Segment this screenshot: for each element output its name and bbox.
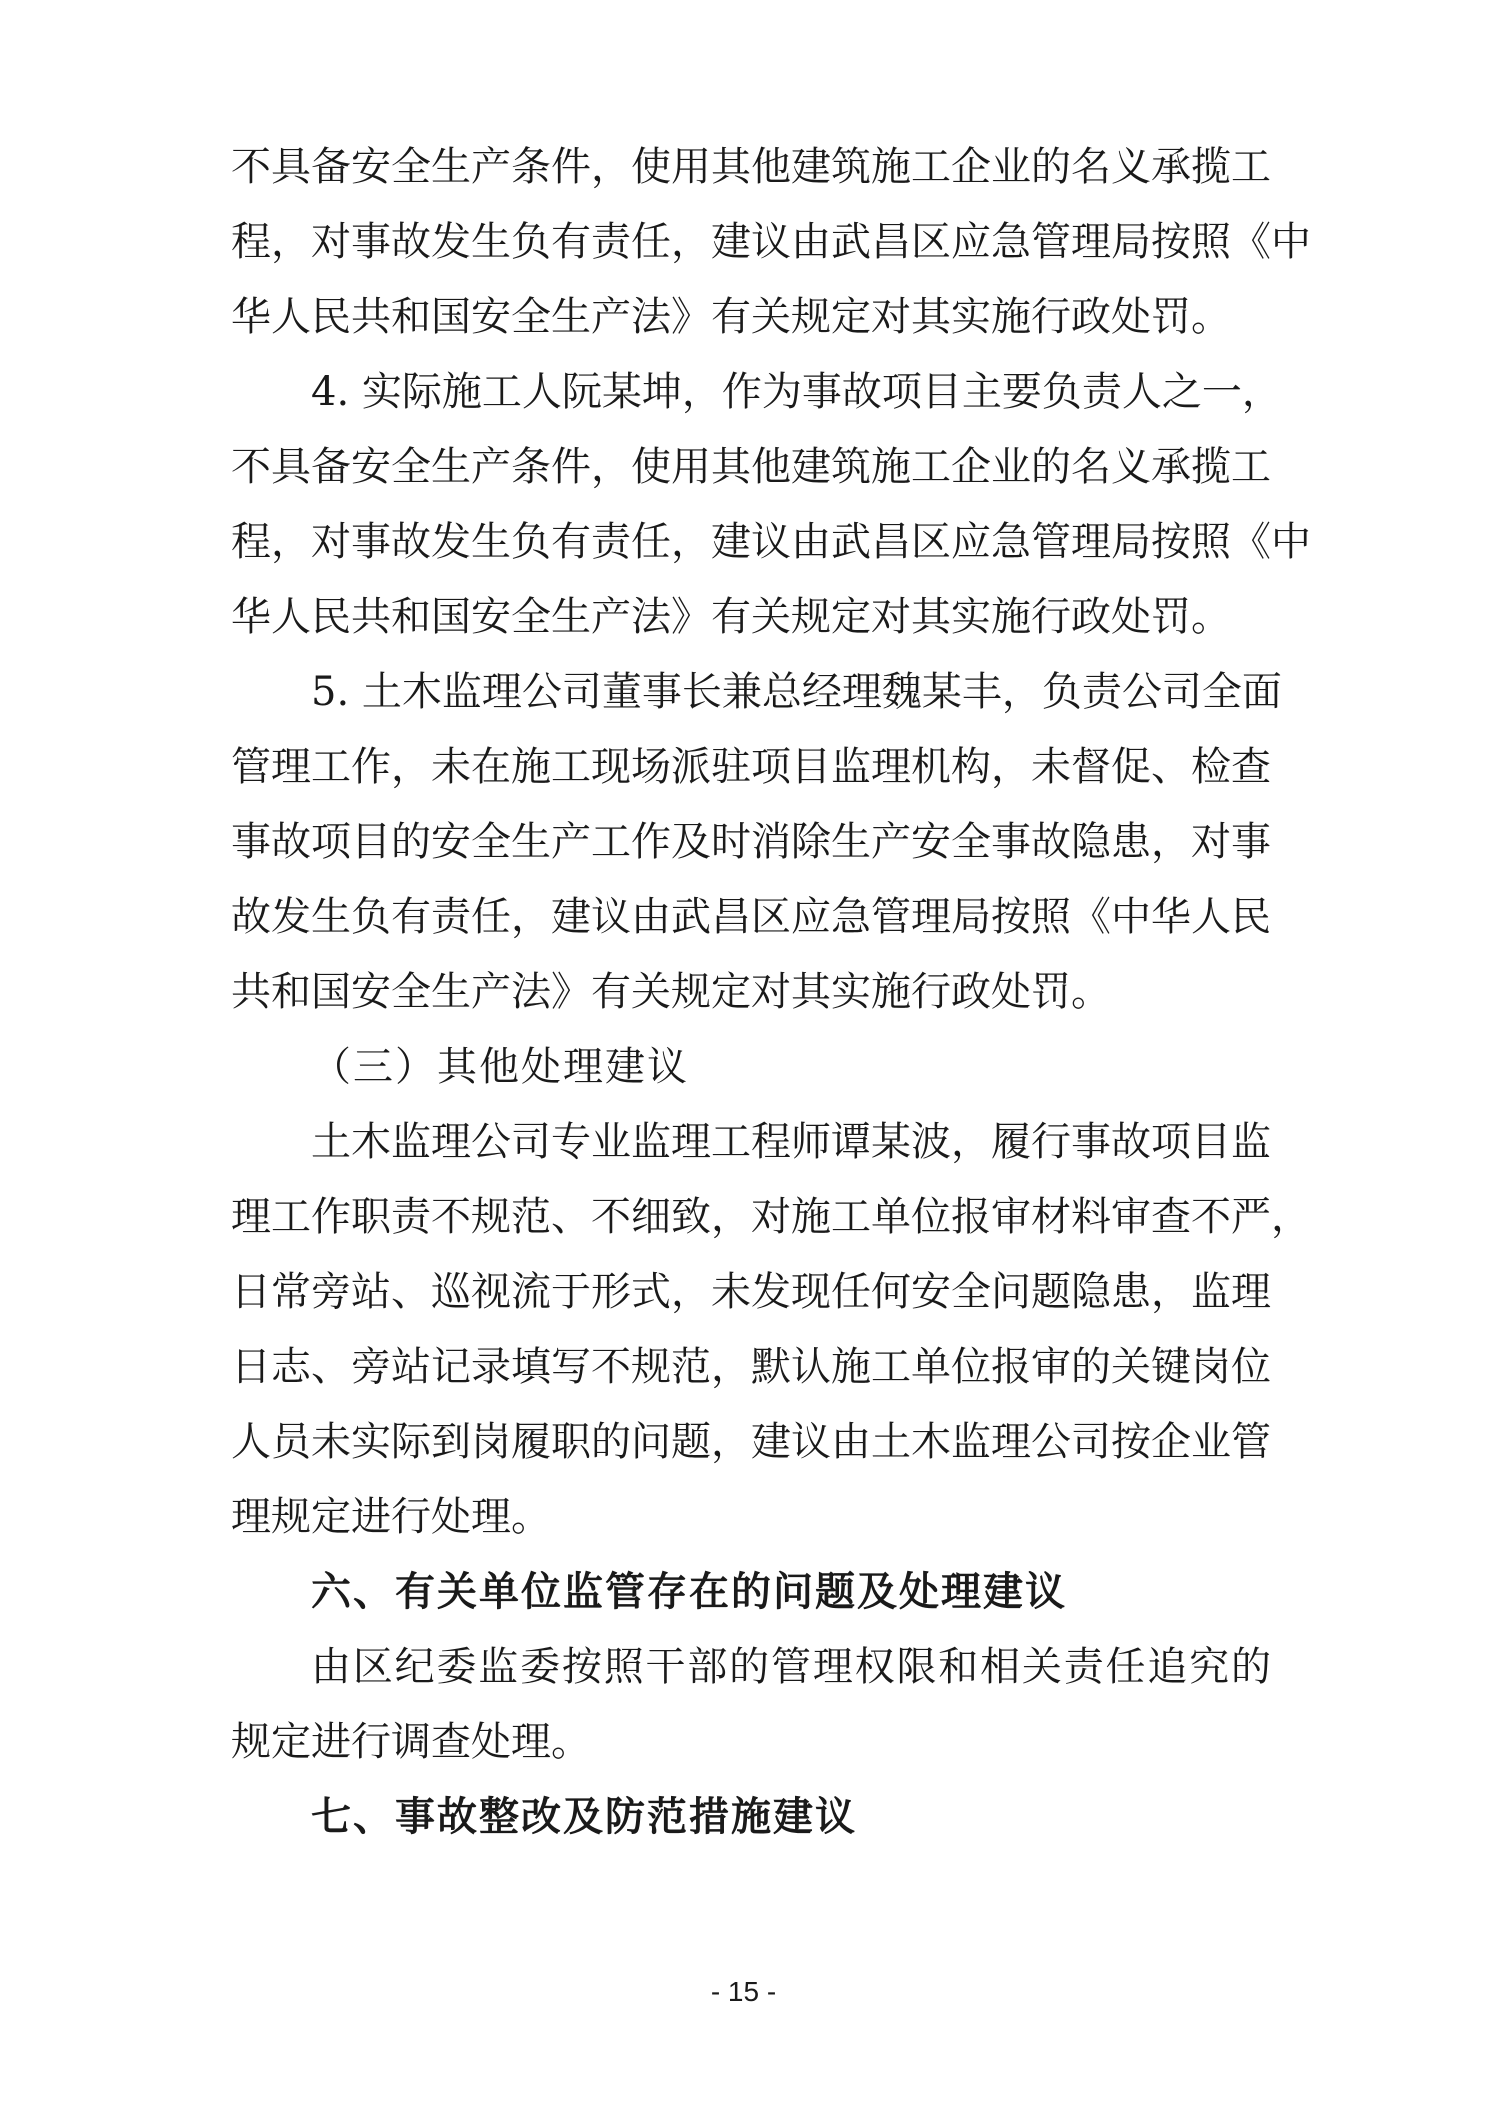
page-number: - 15 -	[710, 1976, 777, 2007]
text-line: 理规定进行处理。	[231, 1494, 551, 1540]
text-line: 程，对事故发生负有责任，建议由武昌区应急管理局按照《中	[231, 219, 1311, 265]
text-line: 土木监理公司专业监理工程师谭某波，履行事故项目监	[311, 1119, 1271, 1165]
text-line: 日常旁站、巡视流于形式，未发现任何安全问题隐患，监理	[231, 1269, 1271, 1315]
text-line: 华人民共和国安全生产法》有关规定对其实施行政处罚。	[231, 294, 1231, 340]
text-line: 共和国安全生产法》有关规定对其实施行政处罚。	[231, 969, 1111, 1015]
text-line: 故发生负有责任，建议由武昌区应急管理局按照《中华人民	[231, 894, 1271, 940]
text-line: 规定进行调查处理。	[231, 1719, 591, 1765]
text-line: 程，对事故发生负有责任，建议由武昌区应急管理局按照《中	[231, 519, 1311, 565]
text-line: 事故项目的安全生产工作及时消除生产安全事故隐患，对事	[231, 819, 1271, 865]
text-line: 管理工作，未在施工现场派驻项目监理机构，未督促、检查	[231, 744, 1271, 790]
text-line: 华人民共和国安全生产法》有关规定对其实施行政处罚。	[231, 594, 1231, 640]
section-heading: 七、事故整改及防范措施建议	[311, 1794, 857, 1840]
text-line: 不具备安全生产条件，使用其他建筑施工企业的名义承揽工	[231, 444, 1271, 490]
text-line: 不具备安全生产条件，使用其他建筑施工企业的名义承揽工	[231, 144, 1271, 190]
section-subheading: （三）其他处理建议	[311, 1044, 689, 1090]
text-line: 理工作职责不规范、不细致，对施工单位报审材料审查不严，	[231, 1194, 1311, 1240]
text-line: 5. 土木监理公司董事长兼总经理魏某丰，负责公司全面	[311, 669, 1282, 715]
text-line: 人员未实际到岗履职的问题，建议由土木监理公司按企业管	[231, 1419, 1271, 1465]
text-line: 由区纪委监委按照干部的管理权限和相关责任追究的	[311, 1644, 1271, 1690]
section-heading: 六、有关单位监管存在的问题及处理建议	[311, 1569, 1067, 1615]
text-line: 4. 实际施工人阮某坤，作为事故项目主要负责人之一，	[311, 369, 1282, 415]
text-line: 日志、旁站记录填写不规范，默认施工单位报审的关键岗位	[231, 1344, 1271, 1390]
